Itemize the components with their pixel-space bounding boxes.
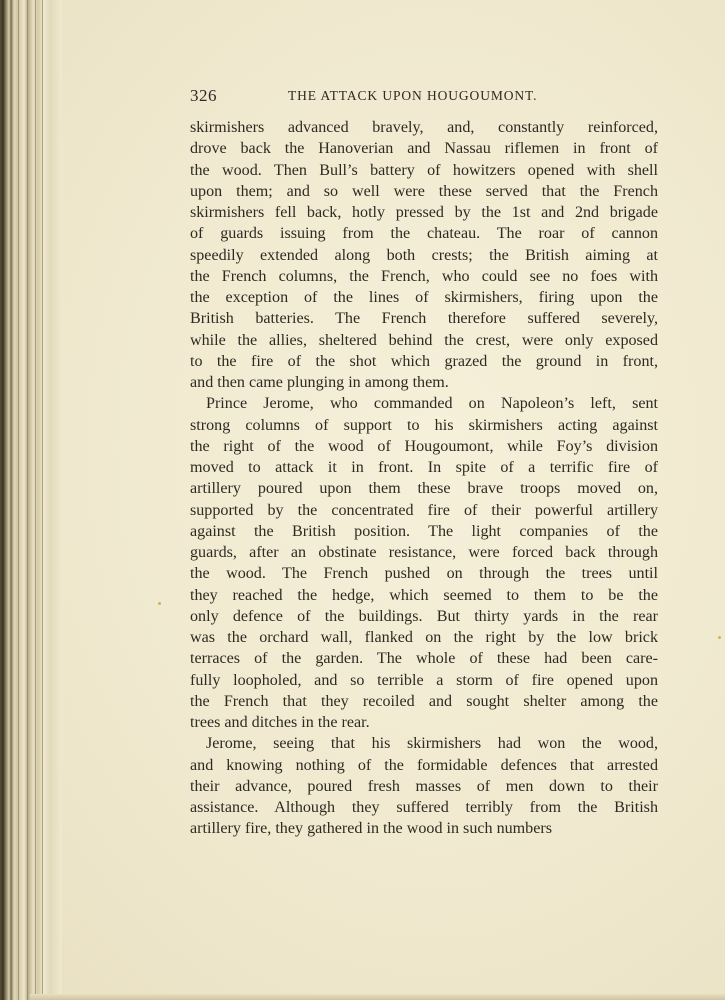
- text-line: to the fire of the shot which grazed the ground in front,: [190, 352, 658, 370]
- text-line: only defence of the buildings. But thirty yards in the rear: [190, 607, 658, 625]
- text-line: the right of the wood of Hougoumont, while Foy’s division: [190, 437, 658, 455]
- text-line: terraces of the garden. The whole of these had been care-: [190, 650, 658, 668]
- page-bottom-edge: [30, 994, 725, 1000]
- page-header: [190, 86, 660, 110]
- text-line: moved to attack it in front. In spite of a terrific fire of: [190, 459, 658, 476]
- page-number: 326: [190, 86, 217, 105]
- text-line: the French that they recoiled and sought shelter among the: [190, 692, 658, 710]
- paper-speck: [158, 602, 161, 605]
- text-line: the wood. Then Bull’s battery of howitzers opened with shell: [190, 161, 658, 179]
- text-line: guards, after an obstinate resistance, were forced back through: [190, 544, 658, 561]
- text-line: supported by the concentrated fire of their powerful artillery: [190, 501, 658, 519]
- text-line: while the allies, sheltered behind the crest, were only exposed: [190, 331, 658, 349]
- text-line: Prince Jerome, who commanded on Napoleon’s left, sent: [206, 395, 658, 413]
- gutter-line: [27, 0, 28, 1000]
- gutter-line: [35, 0, 36, 1000]
- text-line: skirmishers advanced bravely, and, constantly reinforced,: [190, 119, 658, 136]
- text-line: upon them; and so well were these served that the French: [190, 182, 658, 200]
- paragraph: [190, 733, 658, 839]
- text-line: and then came plunging in among them.: [190, 374, 449, 391]
- text-line: drove back the Hanoverian and Nassau riflemen in front of: [190, 140, 658, 158]
- text-line: assistance. Although they suffered terribly from the British: [190, 799, 658, 816]
- text-line: strong columns of support to his skirmishers acting against: [190, 416, 658, 434]
- text-line: against the British position. The light companies of the: [190, 522, 658, 540]
- text-line: and knowing nothing of the formidable defences that arrested: [190, 756, 658, 774]
- text-line: was the orchard wall, flanked on the right by the low brick: [190, 629, 658, 646]
- paragraph: [190, 117, 658, 393]
- text-line: they reached the hedge, which seemed to them to be the: [190, 586, 658, 604]
- text-line: British batteries. The French therefore suffered severely,: [190, 310, 658, 328]
- text-line: artillery poured upon them these brave troops moved on,: [190, 480, 658, 498]
- text-line: skirmishers fell back, hotly pressed by the 1st and 2nd brigade: [190, 204, 658, 221]
- text-line: speedily extended along both crests; the British aiming at: [190, 246, 658, 264]
- paper-speck: [718, 636, 721, 639]
- text-line: fully loopholed, and so terrible a storm of fire opened upon: [190, 671, 658, 689]
- book-gutter: [0, 0, 62, 1000]
- text-line: the French columns, the French, who could see no foes with: [190, 267, 658, 285]
- text-line: Jerome, seeing that his skirmishers had won the wood,: [206, 735, 658, 753]
- body-text: [190, 117, 658, 840]
- gutter-line: [18, 0, 19, 1000]
- text-line: trees and ditches in the rear.: [190, 714, 370, 731]
- gutter-line: [42, 0, 43, 1000]
- text-line: the exception of the lines of skirmishers, firing upon the: [190, 289, 658, 306]
- text-line: the wood. The French pushed on through the trees until: [190, 565, 658, 583]
- text-line: their advance, poured fresh masses of men down to their: [190, 777, 658, 795]
- paragraph: [190, 393, 658, 733]
- text-line: of guards issuing from the chateau. The roar of cannon: [190, 225, 658, 243]
- running-head: THE ATTACK UPON HOUGOUMONT.: [288, 88, 538, 103]
- text-line: artillery fire, they gathered in the wood in such numbers: [190, 820, 552, 838]
